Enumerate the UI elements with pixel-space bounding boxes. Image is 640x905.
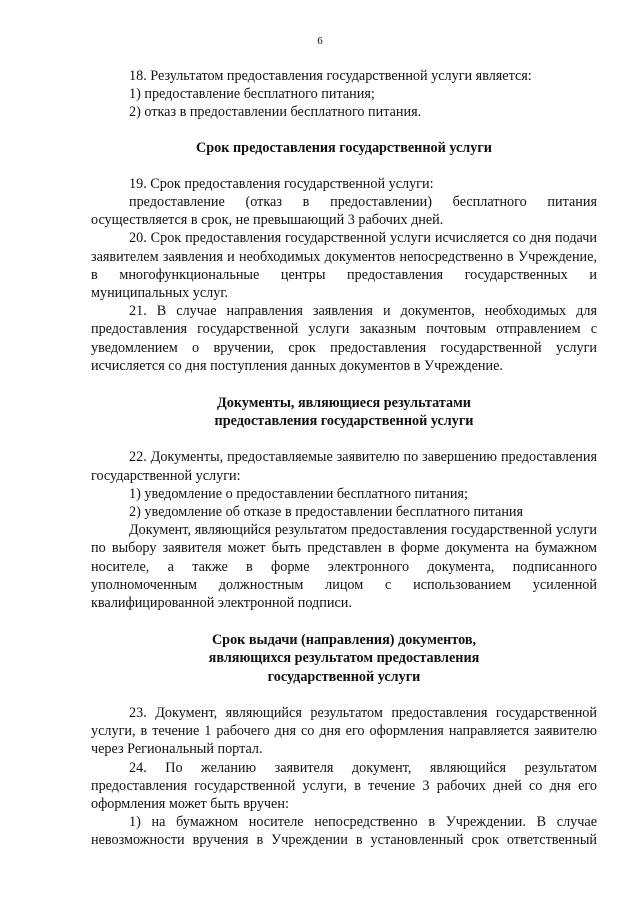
heading-documents-line-2: предоставления государственной услуги: [214, 413, 474, 430]
p22-item-1: 1) уведомление о предоставлении бесплатного питания;: [129, 485, 468, 502]
heading-term: Срок предоставления государственной услуги: [196, 139, 492, 156]
p22-item-2: 2) уведомление об отказе в предоставлении бесплатного питания: [129, 504, 524, 521]
page-number: 6: [317, 35, 323, 47]
p24-intro: 24. По желанию заявителя документ, являющийся результатом предоставления государственной услуги, в течение 3 рабочих дней со дня его оформления может быть вручен:: [91, 759, 597, 812]
p22-text: Документ, являющийся результатом предоставления государственной услуги по выбору заявителя может быть представлен в форме документа на бумажном носителе, а также в форме электронного документа, подписанного уполномоченным должностным лицом с использованием усиленной квалифицированной электронной подписи.: [91, 522, 597, 612]
heading-documents: [91, 394, 597, 430]
p18-intro: 18. Результатом предоставления государственной услуги является:: [129, 68, 532, 84]
p19-intro: 19. Срок предоставления государственной услуги:: [129, 175, 434, 192]
p23: 23. Документ, являющийся результатом предоставления государственной услуги, в течение 1 рабочего дня со дня его оформления направляется заявителю через Региональный портал.: [91, 704, 597, 758]
heading-issue-line-1: Срок выдачи (направления) документов,: [211, 632, 477, 649]
p18-item-1: 1) предоставление бесплатного питания;: [129, 86, 375, 103]
p20: 20. Срок предоставления государственной услуги исчисляется со дня подачи заявителем заявления и необходимых документов непосредственно в Учреждение, в многофункциональные центры предоставления государственных и муниципальных услуг.: [91, 230, 597, 302]
heading-issue-line-2: являющихся результатом предоставления: [208, 650, 480, 667]
p18-item-2: 2) отказ в предоставлении бесплатного питания.: [129, 104, 422, 121]
p24-item-1: 1) на бумажном носителе непосредственно в Учреждении. В случае невозможности вручения в Учреждении в установленный срок ответственный: [91, 814, 597, 849]
p22-intro: 22. Документы, предоставляемые заявителю по завершению предоставления государственной услуги:: [91, 449, 597, 484]
heading-issue-line-3: государственной услуги: [267, 668, 421, 685]
page-content: [91, 67, 597, 850]
p19-text: предоставление (отказ в предоставлении) бесплатного питания осуществляется в срок, не превышающий 3 рабочих дней.: [91, 194, 597, 229]
p21: 21. В случае направления заявления и документов, необходимых для предоставления государственной услуги заказным почтовым отправлением с уведомлением о вручении, срок предоставления государственной услуги исчисляется со дня поступления данных документов в Учреждение.: [91, 303, 597, 374]
heading-issue: [91, 631, 597, 686]
heading-documents-line-1: Документы, являющиеся результатами: [217, 395, 471, 412]
